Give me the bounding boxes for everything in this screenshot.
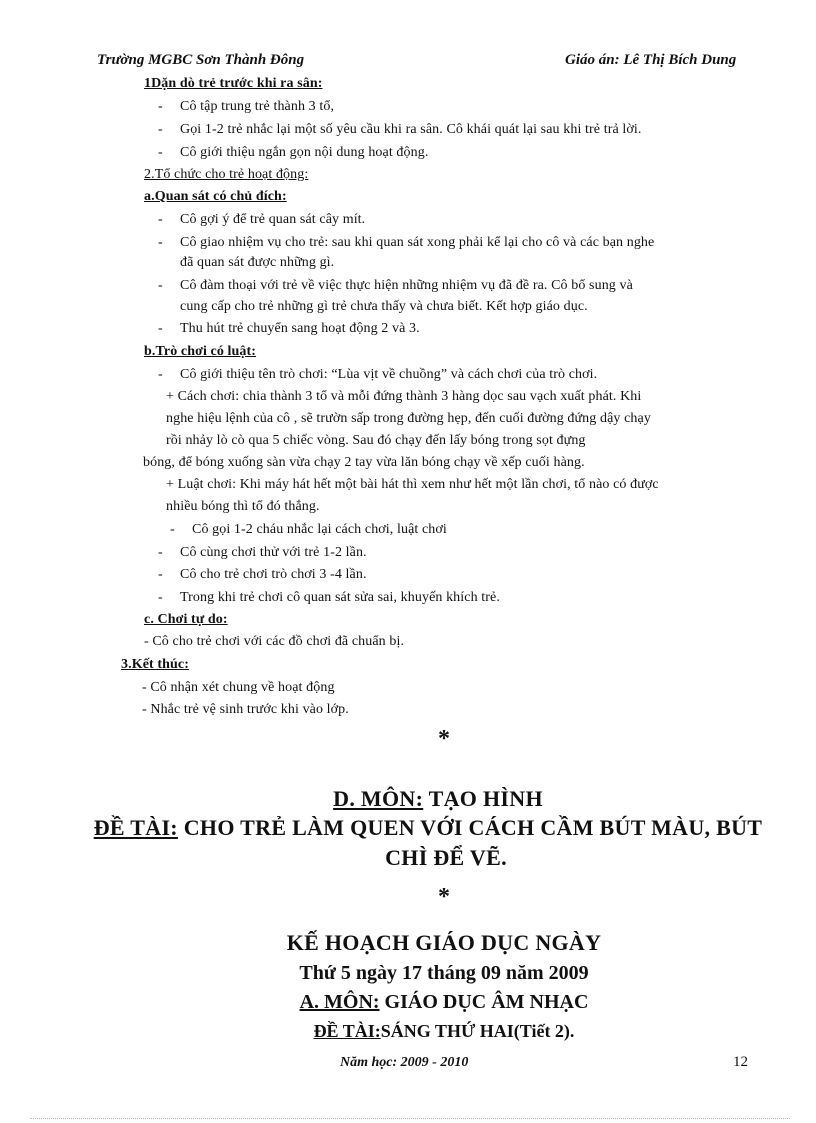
- page-number: 12: [733, 1054, 748, 1070]
- section-3-title: 3.Kết thúc:: [121, 657, 189, 672]
- list-item: - Nhắc trẻ vệ sinh trước khi vào lớp.: [142, 702, 349, 717]
- list-item: Thu hút trẻ chuyển sang hoạt động 2 và 3.: [180, 321, 420, 336]
- bullet-dash: -: [158, 145, 163, 160]
- footer-school-year: Năm học: 2009 - 2010: [340, 1055, 469, 1070]
- plan-topic-label: ĐỀ TÀI:: [313, 1021, 381, 1041]
- list-item: Cô cho trẻ chơi trò chơi 3 -4 lần.: [180, 567, 367, 582]
- subject-d-value: TẠO HÌNH: [423, 786, 543, 811]
- plan-date: Thứ 5 ngày 17 tháng 09 năm 2009: [299, 962, 589, 984]
- section-2-title: 2.Tổ chức cho trẻ hoạt động:: [144, 167, 309, 182]
- footer-divider: [30, 1118, 790, 1119]
- bullet-dash: -: [158, 212, 163, 227]
- header-school: Trường MGBC Sơn Thành Đông: [97, 52, 305, 68]
- section-1-title: 1Dặn dò trẻ trước khi ra sân:: [144, 76, 323, 91]
- bullet-dash: -: [158, 235, 163, 250]
- paragraph-line: + Luật chơi: Khi máy hát hết một bài hát thì xem như hết một lần chơi, tổ nào có được: [166, 477, 659, 492]
- separator-asterisk: *: [438, 726, 450, 752]
- list-item: - Cô nhận xét chung về hoạt động: [142, 680, 335, 695]
- paragraph-line: rồi nhảy lò cò qua 5 chiếc vòng. Sau đó chạy đến lấy bóng trong sọt đựng: [166, 433, 586, 448]
- plan-subject-label: A. MÔN:: [299, 991, 380, 1013]
- section-2a-title: a.Quan sát có chủ đích:: [144, 189, 287, 204]
- topic-d-value: CHO TRẺ LÀM QUEN VỚI CÁCH CẦM BÚT MÀU, BÚT: [177, 815, 763, 840]
- subject-d-heading: [0, 786, 816, 812]
- paragraph-line: nhiều bóng thì tổ đó thắng.: [166, 499, 320, 514]
- section-2c-title: c. Chơi tự do:: [144, 612, 228, 627]
- plan-subject: [0, 991, 816, 1014]
- list-item: Gọi 1-2 trẻ nhắc lại một số yêu cầu khi ra sân. Cô khái quát lại sau khi trẻ trả lời.: [180, 122, 642, 137]
- subject-d-label: D. MÔN:: [333, 786, 424, 811]
- list-item: Cô đàm thoại với trẻ về việc thực hiện những nhiệm vụ đã đề ra. Cô bổ sung và: [180, 278, 633, 293]
- list-item: Cô gợi ý để trẻ quan sát cây mít.: [180, 212, 366, 227]
- plan-topic-value: SÁNG THỨ HAI(Tiết 2).: [380, 1021, 575, 1041]
- paragraph-line: bóng, để bóng xuống sàn vừa chạy 2 tay vừa lăn bóng chạy về xếp cuối hàng.: [143, 455, 585, 470]
- list-item: Cô gọi 1-2 cháu nhắc lại cách chơi, luật chơi: [192, 522, 447, 537]
- bullet-dash: -: [158, 99, 163, 114]
- separator-asterisk: *: [438, 884, 450, 910]
- bullet-dash: -: [158, 590, 163, 605]
- bullet-dash: -: [170, 522, 175, 537]
- plan-topic: [0, 1021, 816, 1042]
- bullet-dash: -: [158, 567, 163, 582]
- section-2b-title: b.Trò chơi có luật:: [144, 344, 257, 359]
- paragraph-line: - Cô cho trẻ chơi với các đồ chơi đã chuẩn bị.: [144, 634, 405, 649]
- list-item: Cô giới thiệu ngắn gọn nội dung hoạt động.: [180, 145, 429, 160]
- plan-subject-value: GIÁO DỤC ÂM NHẠC: [379, 991, 589, 1013]
- topic-d-line-1: [0, 815, 816, 841]
- list-item: Cô tập trung trẻ thành 3 tổ,: [180, 99, 335, 114]
- list-item: Trong khi trẻ chơi cô quan sát sửa sai, khuyến khích trẻ.: [180, 590, 500, 605]
- bullet-dash: -: [158, 278, 163, 293]
- bullet-dash: -: [158, 122, 163, 137]
- topic-d-label: ĐỀ TÀI:: [93, 815, 178, 840]
- plan-title: KẾ HOẠCH GIÁO DỤC NGÀY: [286, 930, 602, 955]
- topic-d-line-2: CHÌ ĐỂ VẼ.: [385, 845, 507, 870]
- list-item: Cô giao nhiệm vụ cho trẻ: sau khi quan sát xong phải kể lại cho cô và các bạn nghe: [180, 235, 655, 250]
- bullet-dash: -: [158, 545, 163, 560]
- list-item-continued: cung cấp cho trẻ những gì trẻ chưa thấy và chưa biết. Kết hợp giáo dục.: [180, 299, 588, 314]
- list-item: Cô cùng chơi thử với trẻ 1-2 lần.: [180, 545, 367, 560]
- header-author: Giáo án: Lê Thị Bích Dung: [565, 52, 737, 68]
- paragraph-line: nghe hiệu lệnh của cô , sẽ trườn sấp trong đường hẹp, đến cuối đường đứng dậy chạy: [166, 411, 651, 426]
- list-item-continued: đã quan sát được những gì.: [180, 255, 335, 270]
- paragraph-line: + Cách chơi: chia thành 3 tổ và mỗi đứng thành 3 hàng dọc sau vạch xuất phát. Khi: [166, 389, 642, 404]
- list-item: Cô giới thiệu tên trò chơi: “Lùa vịt về chuồng” và cách chơi của trò chơi.: [180, 367, 598, 382]
- bullet-dash: -: [158, 367, 163, 382]
- bullet-dash: -: [158, 321, 163, 336]
